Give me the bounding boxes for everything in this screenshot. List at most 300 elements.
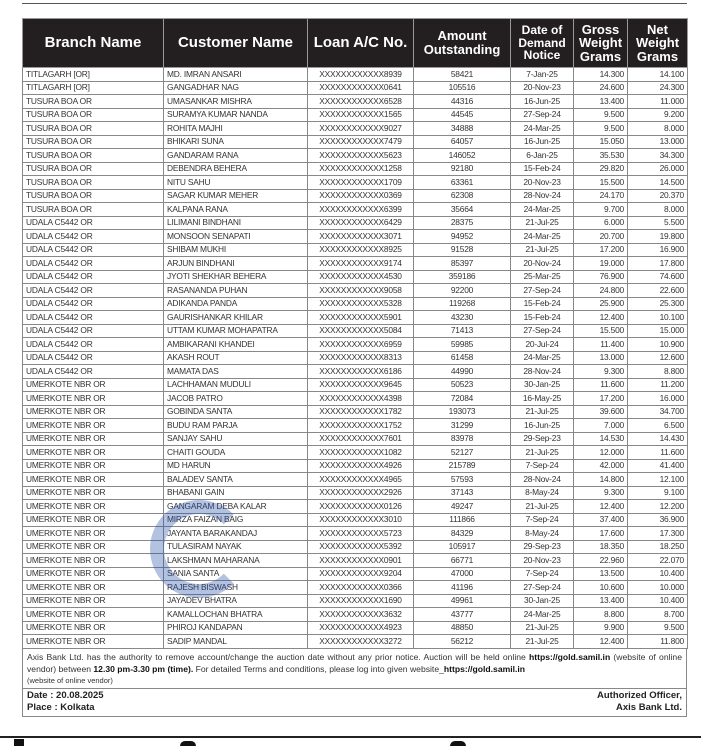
table-row — [23, 95, 688, 109]
gross-weight-cell: 9.300 — [574, 486, 628, 500]
customer-name-cell: DEBENDRA BEHERA — [164, 162, 308, 176]
branch-name-cell: UDALA C5442 OR — [23, 297, 164, 311]
table-row — [23, 81, 688, 95]
gross-weight-cell: 13.000 — [574, 351, 628, 365]
table-row — [23, 122, 688, 136]
net-weight-cell: 26.000 — [628, 162, 688, 176]
customer-name-cell: JAYADEV BHATRA — [164, 594, 308, 608]
gross-weight-cell: 24.600 — [574, 81, 628, 95]
demand-notice-date-cell: 30-Jan-25 — [511, 378, 574, 392]
amount-outstanding-cell: 64057 — [414, 135, 511, 149]
branch-name-cell: UMERKOTE NBR OR — [23, 581, 164, 595]
net-weight-cell: 36.900 — [628, 513, 688, 527]
customer-name-cell: UMASANKAR MISHRA — [164, 95, 308, 109]
table-row — [23, 486, 688, 500]
gross-weight-cell: 76.900 — [574, 270, 628, 284]
customer-name-cell: AMBIKARANI KHANDEI — [164, 338, 308, 352]
gross-weight-cell: 9.700 — [574, 203, 628, 217]
table-row — [23, 203, 688, 217]
net-weight-cell: 5.500 — [628, 216, 688, 230]
table-row — [23, 162, 688, 176]
amount-outstanding-cell: 47000 — [414, 567, 511, 581]
branch-name-cell: UMERKOTE NBR OR — [23, 594, 164, 608]
customer-name-cell: RASANANDA PUHAN — [164, 284, 308, 298]
loan-ac-no-cell: XXXXXXXXXXXX9027 — [308, 122, 414, 136]
gross-weight-cell: 18.350 — [574, 540, 628, 554]
gross-weight-cell: 12.400 — [574, 311, 628, 325]
notice-date: Date : 20.08.2025 — [27, 689, 104, 701]
amount-outstanding-cell: 57593 — [414, 473, 511, 487]
table-row — [23, 243, 688, 257]
amount-outstanding-cell: 66771 — [414, 554, 511, 568]
table-row — [23, 189, 688, 203]
gross-weight-cell: 19.000 — [574, 257, 628, 271]
loan-ac-no-cell: XXXXXXXXXXXX6429 — [308, 216, 414, 230]
table-row — [23, 149, 688, 163]
net-weight-cell: 15.000 — [628, 324, 688, 338]
table-row — [23, 68, 688, 82]
demand-notice-date-cell: 20-Nov-23 — [511, 176, 574, 190]
demand-notice-date-cell: 21-Jul-25 — [511, 500, 574, 514]
table-row — [23, 635, 688, 649]
demand-notice-date-cell: 8-May-24 — [511, 527, 574, 541]
demand-notice-date-cell: 29-Sep-23 — [511, 540, 574, 554]
table-row — [23, 419, 688, 433]
branch-name-cell: TITLAGARH [OR] — [23, 81, 164, 95]
amount-outstanding-cell: 92200 — [414, 284, 511, 298]
loan-ac-no-cell: XXXXXXXXXXXX0366 — [308, 581, 414, 595]
branch-name-cell: UDALA C5442 OR — [23, 257, 164, 271]
net-weight-cell: 16.900 — [628, 243, 688, 257]
amount-outstanding-cell: 72084 — [414, 392, 511, 406]
loan-ac-no-cell: XXXXXXXXXXXX1082 — [308, 446, 414, 460]
table-row — [23, 297, 688, 311]
customer-name-cell: LILIMANI BINDHANI — [164, 216, 308, 230]
gross-weight-cell: 11.400 — [574, 338, 628, 352]
loan-ac-no-cell: XXXXXXXXXXXX0126 — [308, 500, 414, 514]
table-row — [23, 311, 688, 325]
branch-name-cell: UDALA C5442 OR — [23, 351, 164, 365]
net-weight-cell: 19.800 — [628, 230, 688, 244]
gross-weight-cell: 25.900 — [574, 297, 628, 311]
table-row — [23, 567, 688, 581]
loan-ac-no-cell: XXXXXXXXXXXX4530 — [308, 270, 414, 284]
amount-outstanding-cell: 43230 — [414, 311, 511, 325]
amount-outstanding-cell: 119268 — [414, 297, 511, 311]
amount-outstanding-cell: 58421 — [414, 68, 511, 82]
net-weight-cell: 9.500 — [628, 621, 688, 635]
table-row — [23, 338, 688, 352]
demand-notice-date-cell: 28-Nov-24 — [511, 189, 574, 203]
gross-weight-cell: 20.700 — [574, 230, 628, 244]
top-rule — [22, 0, 687, 4]
loan-ac-no-cell: XXXXXXXXXXXX5328 — [308, 297, 414, 311]
signature-block — [22, 689, 687, 717]
loan-ac-no-cell: XXXXXXXXXXXX0641 — [308, 81, 414, 95]
loan-ac-no-cell: XXXXXXXXXXXX3272 — [308, 635, 414, 649]
amount-outstanding-cell: 359186 — [414, 270, 511, 284]
demand-notice-date-cell: 30-Jan-25 — [511, 594, 574, 608]
net-weight-cell: 12.100 — [628, 473, 688, 487]
demand-notice-date-cell: 24-Mar-25 — [511, 351, 574, 365]
branch-name-cell: UDALA C5442 OR — [23, 230, 164, 244]
customer-name-cell: LACHHAMAN MUDULI — [164, 378, 308, 392]
customer-name-cell: GANGARAM DEBA KALAR — [164, 500, 308, 514]
demand-notice-date-cell: 24-Mar-25 — [511, 122, 574, 136]
notice-content — [22, 18, 687, 717]
branch-name-cell: UMERKOTE NBR OR — [23, 500, 164, 514]
branch-name-cell: UMERKOTE NBR OR — [23, 419, 164, 433]
customer-name-cell: ROHITA MAJHI — [164, 122, 308, 136]
net-weight-cell: 10.900 — [628, 338, 688, 352]
demand-notice-date-cell: 25-Mar-25 — [511, 270, 574, 284]
amount-outstanding-cell: 44990 — [414, 365, 511, 379]
loan-ac-no-cell: XXXXXXXXXXXX0901 — [308, 554, 414, 568]
table-row — [23, 459, 688, 473]
net-weight-cell: 11.600 — [628, 446, 688, 460]
net-weight-cell: 11.800 — [628, 635, 688, 649]
amount-outstanding-cell: 28375 — [414, 216, 511, 230]
amount-outstanding-cell: 44545 — [414, 108, 511, 122]
amount-outstanding-cell: 61458 — [414, 351, 511, 365]
loan-ac-no-cell: XXXXXXXXXXXX1709 — [308, 176, 414, 190]
demand-notice-date-cell: 27-Sep-24 — [511, 581, 574, 595]
customer-name-cell: KALPANA RANA — [164, 203, 308, 217]
loan-ac-no-cell: XXXXXXXXXXXX8925 — [308, 243, 414, 257]
demand-notice-date-cell: 29-Sep-23 — [511, 432, 574, 446]
branch-name-cell: UMERKOTE NBR OR — [23, 432, 164, 446]
amount-outstanding-cell: 48850 — [414, 621, 511, 635]
branch-name-cell: UMERKOTE NBR OR — [23, 405, 164, 419]
amount-outstanding-cell: 146052 — [414, 149, 511, 163]
demand-notice-date-cell: 21-Jul-25 — [511, 635, 574, 649]
note-text-4: (website of online vendor) — [27, 675, 113, 685]
table-row — [23, 581, 688, 595]
table-row — [23, 270, 688, 284]
branch-name-cell: TUSURA BOA OR — [23, 203, 164, 217]
gross-weight-cell: 12.400 — [574, 635, 628, 649]
customer-name-cell: SAGAR KUMAR MEHER — [164, 189, 308, 203]
cut-off-glyph — [180, 741, 196, 746]
customer-name-cell: SANJAY SAHU — [164, 432, 308, 446]
loan-ac-no-cell: XXXXXXXXXXXX5623 — [308, 149, 414, 163]
branch-name-cell: UMERKOTE NBR OR — [23, 486, 164, 500]
demand-notice-date-cell: 16-Jun-25 — [511, 95, 574, 109]
net-weight-cell: 12.200 — [628, 500, 688, 514]
authorized-officer: Authorized Officer, — [597, 689, 682, 701]
net-weight-cell: 8.700 — [628, 608, 688, 622]
gross-weight-cell: 42.000 — [574, 459, 628, 473]
table-row — [23, 351, 688, 365]
demand-notice-date-cell: 20-Jul-24 — [511, 338, 574, 352]
table-row — [23, 513, 688, 527]
amount-outstanding-cell: 85397 — [414, 257, 511, 271]
cut-off-glyph — [14, 739, 24, 746]
amount-outstanding-cell: 83978 — [414, 432, 511, 446]
loan-ac-no-cell: XXXXXXXXXXXX9058 — [308, 284, 414, 298]
gross-weight-cell: 17.200 — [574, 392, 628, 406]
demand-notice-date-cell: 20-Nov-23 — [511, 81, 574, 95]
demand-notice-date-cell: 21-Jul-25 — [511, 446, 574, 460]
table-row — [23, 473, 688, 487]
branch-name-cell: TITLAGARH [OR] — [23, 68, 164, 82]
amount-outstanding-cell: 41196 — [414, 581, 511, 595]
auction-url-1[interactable]: https://gold.samil.in — [529, 651, 611, 662]
amount-outstanding-cell: 49961 — [414, 594, 511, 608]
customer-name-cell: BHABANI GAIN — [164, 486, 308, 500]
gross-weight-cell: 24.170 — [574, 189, 628, 203]
branch-name-cell: TUSURA BOA OR — [23, 108, 164, 122]
branch-name-cell: TUSURA BOA OR — [23, 95, 164, 109]
demand-notice-date-cell: 28-Nov-24 — [511, 365, 574, 379]
customer-name-cell: JYOTI SHEKHAR BEHERA — [164, 270, 308, 284]
gross-weight-cell: 8.800 — [574, 608, 628, 622]
customer-name-cell: KAMALLOCHAN BHATRA — [164, 608, 308, 622]
branch-name-cell: TUSURA BOA OR — [23, 162, 164, 176]
header-customer-name: Customer Name — [164, 19, 308, 68]
loan-ac-no-cell: XXXXXXXXXXXX1782 — [308, 405, 414, 419]
branch-name-cell: UDALA C5442 OR — [23, 243, 164, 257]
table-row — [23, 432, 688, 446]
net-weight-cell: 18.250 — [628, 540, 688, 554]
demand-notice-date-cell: 16-Jun-25 — [511, 135, 574, 149]
branch-name-cell: TUSURA BOA OR — [23, 122, 164, 136]
customer-name-cell: ADIKANDA PANDA — [164, 297, 308, 311]
auction-note — [22, 649, 687, 689]
table-row — [23, 594, 688, 608]
header-loan-ac-no: Loan A/C No. — [308, 19, 414, 68]
demand-notice-date-cell: 7-Jan-25 — [511, 68, 574, 82]
gross-weight-cell: 6.000 — [574, 216, 628, 230]
loan-ac-no-cell: XXXXXXXXXXXX3010 — [308, 513, 414, 527]
net-weight-cell: 8.000 — [628, 122, 688, 136]
amount-outstanding-cell: 94952 — [414, 230, 511, 244]
loan-ac-no-cell: XXXXXXXXXXXX6186 — [308, 365, 414, 379]
gross-weight-cell: 7.000 — [574, 419, 628, 433]
table-row — [23, 500, 688, 514]
customer-name-cell: MONSOON SENAPATI — [164, 230, 308, 244]
net-weight-cell: 11.000 — [628, 95, 688, 109]
gross-weight-cell: 9.300 — [574, 365, 628, 379]
amount-outstanding-cell: 84329 — [414, 527, 511, 541]
customer-name-cell: ARJUN BINDHANI — [164, 257, 308, 271]
gross-weight-cell: 35.530 — [574, 149, 628, 163]
customer-name-cell: UTTAM KUMAR MOHAPATRA — [164, 324, 308, 338]
demand-notice-date-cell: 8-May-24 — [511, 486, 574, 500]
gross-weight-cell: 9.500 — [574, 108, 628, 122]
net-weight-cell: 14.500 — [628, 176, 688, 190]
net-weight-cell: 24.300 — [628, 81, 688, 95]
table-row — [23, 135, 688, 149]
table-row — [23, 284, 688, 298]
gross-weight-cell: 13.500 — [574, 567, 628, 581]
branch-name-cell: UMERKOTE NBR OR — [23, 378, 164, 392]
note-text-1: Axis Bank Ltd. has the authority to remove account/change the auction date without any prior notice. Auction will be held online — [27, 651, 530, 662]
gross-weight-cell: 15.050 — [574, 135, 628, 149]
gross-weight-cell: 17.200 — [574, 243, 628, 257]
table-row — [23, 540, 688, 554]
table-row — [23, 446, 688, 460]
net-weight-cell: 17.800 — [628, 257, 688, 271]
net-weight-cell: 34.700 — [628, 405, 688, 419]
net-weight-cell: 9.100 — [628, 486, 688, 500]
header-amount-outstanding: Amount Outstanding — [414, 19, 511, 68]
auction-time: 12.30 pm-3.30 pm (time). — [93, 663, 194, 674]
customer-name-cell: JACOB PATRO — [164, 392, 308, 406]
gross-weight-cell: 12.400 — [574, 500, 628, 514]
gross-weight-cell: 10.600 — [574, 581, 628, 595]
gross-weight-cell: 22.960 — [574, 554, 628, 568]
branch-name-cell: UMERKOTE NBR OR — [23, 527, 164, 541]
branch-name-cell: UMERKOTE NBR OR — [23, 473, 164, 487]
net-weight-cell: 11.200 — [628, 378, 688, 392]
loan-ac-no-cell: XXXXXXXXXXXX4926 — [308, 459, 414, 473]
branch-name-cell: UMERKOTE NBR OR — [23, 621, 164, 635]
gross-weight-cell: 29.820 — [574, 162, 628, 176]
notice-place: Place : Kolkata — [27, 702, 95, 713]
branch-name-cell: UMERKOTE NBR OR — [23, 459, 164, 473]
customer-name-cell: GOBINDA SANTA — [164, 405, 308, 419]
table-row — [23, 608, 688, 622]
demand-notice-date-cell: 21-Jul-25 — [511, 243, 574, 257]
table-row — [23, 365, 688, 379]
bottom-rule — [0, 736, 701, 738]
table-row — [23, 324, 688, 338]
net-weight-cell: 20.370 — [628, 189, 688, 203]
customer-name-cell: MAMATA DAS — [164, 365, 308, 379]
table-header — [23, 19, 688, 68]
demand-notice-date-cell: 15-Feb-24 — [511, 311, 574, 325]
net-weight-cell: 22.070 — [628, 554, 688, 568]
header-gross-weight: Gross Weight Grams — [574, 19, 628, 68]
amount-outstanding-cell: 49247 — [414, 500, 511, 514]
customer-name-cell: MIRZA FAIZAN BAIG — [164, 513, 308, 527]
amount-outstanding-cell: 34888 — [414, 122, 511, 136]
net-weight-cell: 9.200 — [628, 108, 688, 122]
loan-ac-no-cell: XXXXXXXXXXXX6399 — [308, 203, 414, 217]
table-row — [23, 527, 688, 541]
amount-outstanding-cell: 37143 — [414, 486, 511, 500]
loan-ac-no-cell: XXXXXXXXXXXX1258 — [308, 162, 414, 176]
header-branch-name: Branch Name — [23, 19, 164, 68]
branch-name-cell: UMERKOTE NBR OR — [23, 554, 164, 568]
gross-weight-cell: 9.900 — [574, 621, 628, 635]
loan-ac-no-cell: XXXXXXXXXXXX5392 — [308, 540, 414, 554]
gross-weight-cell: 15.500 — [574, 176, 628, 190]
net-weight-cell: 22.600 — [628, 284, 688, 298]
branch-name-cell: UDALA C5442 OR — [23, 311, 164, 325]
branch-name-cell: TUSURA BOA OR — [23, 135, 164, 149]
amount-outstanding-cell: 111866 — [414, 513, 511, 527]
demand-notice-date-cell: 15-Feb-24 — [511, 297, 574, 311]
table-row — [23, 621, 688, 635]
demand-notice-date-cell: 24-Mar-25 — [511, 230, 574, 244]
customer-name-cell: NITU SAHU — [164, 176, 308, 190]
amount-outstanding-cell: 44316 — [414, 95, 511, 109]
net-weight-cell: 12.600 — [628, 351, 688, 365]
customer-name-cell: SURAMYA KUMAR NANDA — [164, 108, 308, 122]
amount-outstanding-cell: 62308 — [414, 189, 511, 203]
branch-name-cell: UDALA C5442 OR — [23, 284, 164, 298]
gross-weight-cell: 14.800 — [574, 473, 628, 487]
branch-name-cell: UMERKOTE NBR OR — [23, 446, 164, 460]
demand-notice-date-cell: 16-Jun-25 — [511, 419, 574, 433]
customer-name-cell: CHAITI GOUDA — [164, 446, 308, 460]
net-weight-cell: 10.000 — [628, 581, 688, 595]
demand-notice-date-cell: 24-Mar-25 — [511, 203, 574, 217]
gross-weight-cell: 13.400 — [574, 95, 628, 109]
net-weight-cell: 25.300 — [628, 297, 688, 311]
branch-name-cell: UDALA C5442 OR — [23, 216, 164, 230]
demand-notice-date-cell: 24-Mar-25 — [511, 608, 574, 622]
gross-weight-cell: 14.300 — [574, 68, 628, 82]
header-date-demand-notice: Date of Demand Notice — [511, 19, 574, 68]
customer-name-cell: JAYANTA BARAKANDAJ — [164, 527, 308, 541]
customer-name-cell: LAKSHMAN MAHARANA — [164, 554, 308, 568]
net-weight-cell: 17.300 — [628, 527, 688, 541]
loan-ac-no-cell: XXXXXXXXXXXX7601 — [308, 432, 414, 446]
gross-weight-cell: 14.530 — [574, 432, 628, 446]
note-text-2: (website of online vendor) between — [27, 651, 682, 674]
loan-ac-no-cell: XXXXXXXXXXXX1690 — [308, 594, 414, 608]
loan-ac-no-cell: XXXXXXXXXXXX1752 — [308, 419, 414, 433]
net-weight-cell: 13.000 — [628, 135, 688, 149]
gross-weight-cell: 9.500 — [574, 122, 628, 136]
demand-notice-date-cell: 20-Nov-23 — [511, 554, 574, 568]
demand-notice-date-cell: 28-Nov-24 — [511, 473, 574, 487]
loan-ac-no-cell: XXXXXXXXXXXX6959 — [308, 338, 414, 352]
net-weight-cell: 14.430 — [628, 432, 688, 446]
branch-name-cell: UDALA C5442 OR — [23, 365, 164, 379]
demand-notice-date-cell: 27-Sep-24 — [511, 108, 574, 122]
loan-ac-no-cell: XXXXXXXXXXXX7479 — [308, 135, 414, 149]
loan-ac-no-cell: XXXXXXXXXXXX3632 — [308, 608, 414, 622]
auction-url-2[interactable]: https://gold.samil.in — [443, 663, 526, 674]
demand-notice-date-cell: 7-Sep-24 — [511, 567, 574, 581]
customer-name-cell: RAJESH BISWASH — [164, 581, 308, 595]
customer-name-cell: SHIBAM MUKHI — [164, 243, 308, 257]
table-row — [23, 392, 688, 406]
net-weight-cell: 8.800 — [628, 365, 688, 379]
customer-name-cell: PHIROJ KANDAPAN — [164, 621, 308, 635]
loan-ac-no-cell: XXXXXXXXXXXX8313 — [308, 351, 414, 365]
amount-outstanding-cell: 52127 — [414, 446, 511, 460]
header-net-weight: Net Weight Grams — [628, 19, 688, 68]
demand-notice-date-cell: 15-Feb-24 — [511, 162, 574, 176]
amount-outstanding-cell: 92180 — [414, 162, 511, 176]
net-weight-cell: 6.500 — [628, 419, 688, 433]
gross-weight-cell: 12.000 — [574, 446, 628, 460]
table-row — [23, 216, 688, 230]
branch-name-cell: UDALA C5442 OR — [23, 270, 164, 284]
amount-outstanding-cell: 31299 — [414, 419, 511, 433]
table-body — [23, 68, 688, 649]
bank-name: Axis Bank Ltd. — [616, 702, 682, 713]
net-weight-cell: 14.100 — [628, 68, 688, 82]
customer-name-cell: MD. IMRAN ANSARI — [164, 68, 308, 82]
demand-notice-date-cell: 7-Sep-24 — [511, 513, 574, 527]
branch-name-cell: UMERKOTE NBR OR — [23, 567, 164, 581]
customer-name-cell: SADIP MANDAL — [164, 635, 308, 649]
table-row — [23, 554, 688, 568]
customer-name-cell: BALADEV SANTA — [164, 473, 308, 487]
gross-weight-cell: 37.400 — [574, 513, 628, 527]
net-weight-cell: 74.600 — [628, 270, 688, 284]
loan-ac-no-cell: XXXXXXXXXXXX5901 — [308, 311, 414, 325]
branch-name-cell: TUSURA BOA OR — [23, 149, 164, 163]
customer-name-cell: GANDARAM RANA — [164, 149, 308, 163]
net-weight-cell: 10.400 — [628, 567, 688, 581]
